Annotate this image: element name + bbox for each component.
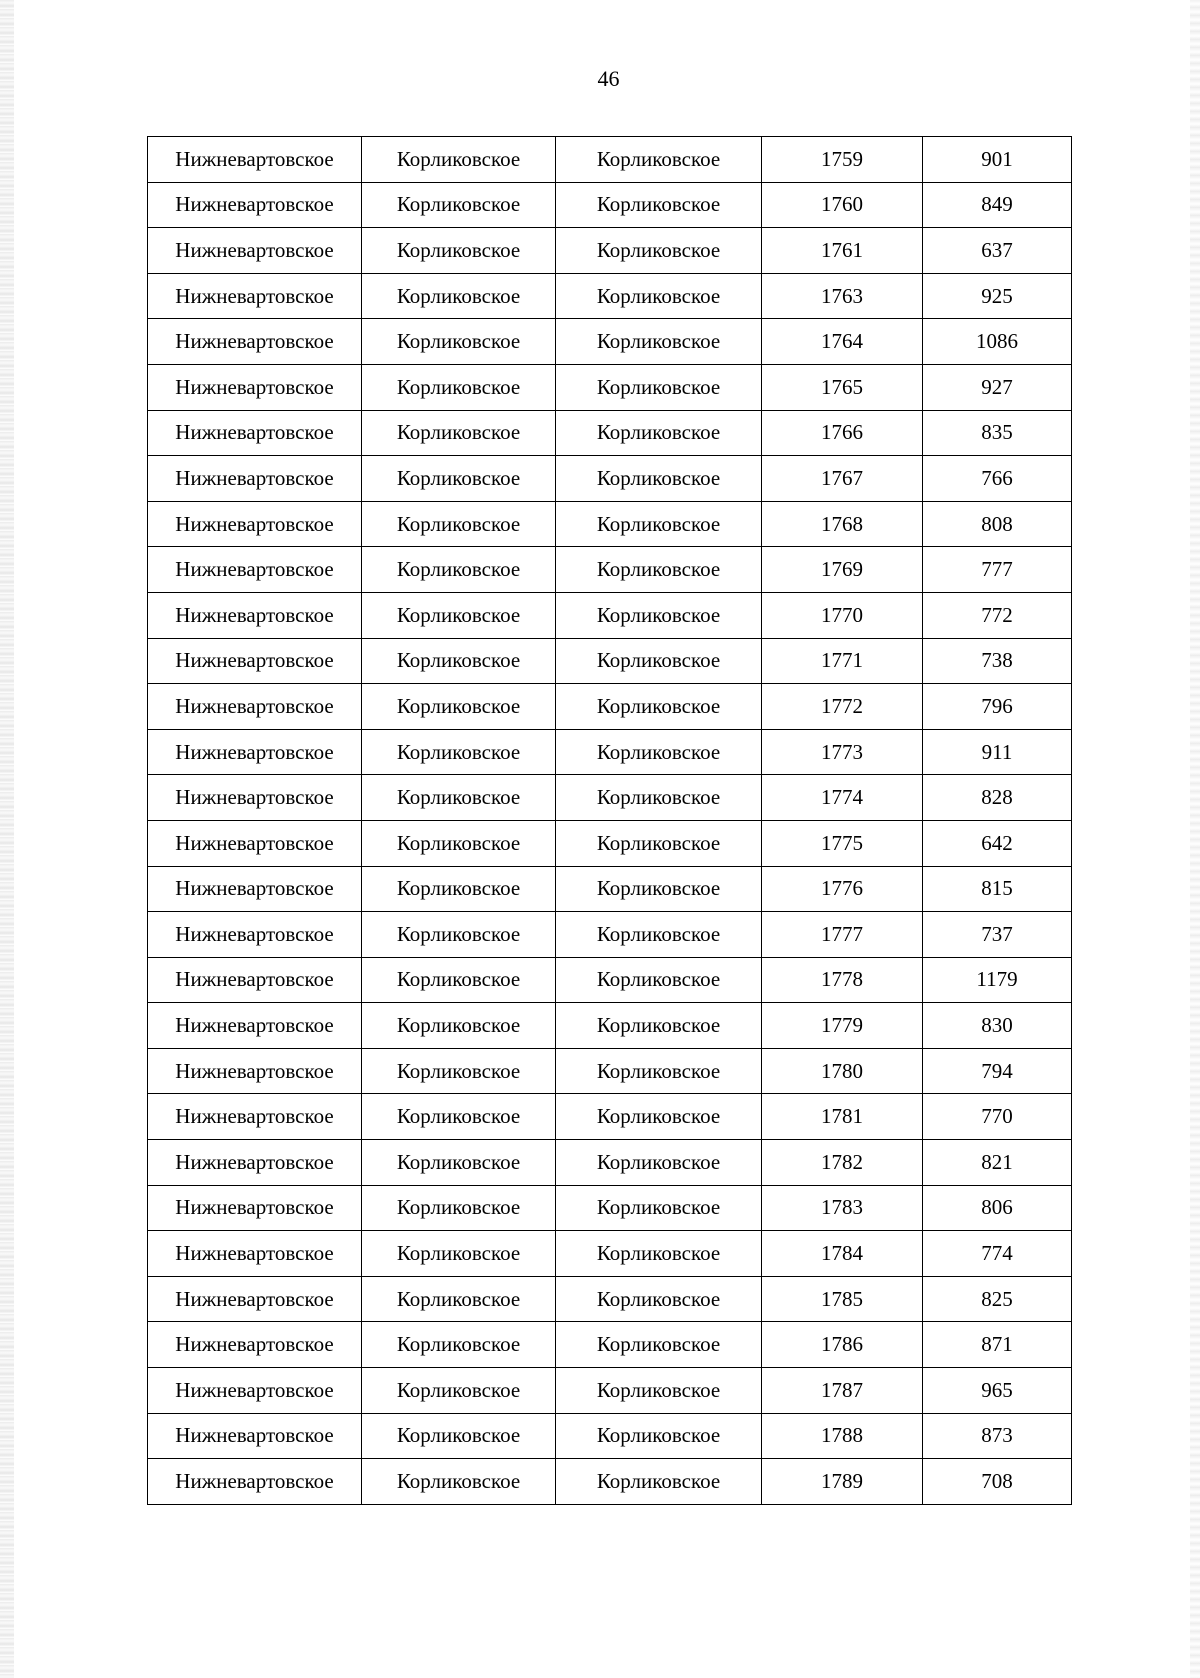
value-cell: 808: [923, 501, 1072, 547]
field-cell: Корликовское: [362, 1048, 556, 1094]
value-cell: 806: [923, 1185, 1072, 1231]
deposit-cell: Корликовское: [556, 1231, 762, 1277]
deposit-cell: Корликовское: [556, 592, 762, 638]
deposit-cell: Корликовское: [556, 1368, 762, 1414]
field-cell: Корликовское: [362, 1094, 556, 1140]
number-cell: 1766: [762, 410, 923, 456]
deposit-cell: Корликовское: [556, 1459, 762, 1505]
number-cell: 1771: [762, 638, 923, 684]
value-cell: 708: [923, 1459, 1072, 1505]
deposit-cell: Корликовское: [556, 501, 762, 547]
table-row: [148, 592, 1072, 638]
field-cell: Корликовское: [362, 866, 556, 912]
deposit-cell: Корликовское: [556, 456, 762, 502]
data-table: [147, 136, 1072, 1505]
district-cell: Нижневартовское: [148, 1231, 362, 1277]
table-row: [148, 547, 1072, 593]
number-cell: 1760: [762, 182, 923, 228]
field-cell: Корликовское: [362, 1322, 556, 1368]
district-cell: Нижневартовское: [148, 866, 362, 912]
district-cell: Нижневартовское: [148, 592, 362, 638]
value-cell: 766: [923, 456, 1072, 502]
value-cell: 738: [923, 638, 1072, 684]
scan-edge-right: [1190, 0, 1200, 1678]
number-cell: 1777: [762, 912, 923, 958]
deposit-cell: Корликовское: [556, 775, 762, 821]
district-cell: Нижневартовское: [148, 1094, 362, 1140]
table-row: [148, 1231, 1072, 1277]
value-cell: 772: [923, 592, 1072, 638]
deposit-cell: Корликовское: [556, 182, 762, 228]
deposit-cell: Корликовское: [556, 820, 762, 866]
field-cell: Корликовское: [362, 1368, 556, 1414]
number-cell: 1779: [762, 1003, 923, 1049]
table-row: [148, 273, 1072, 319]
field-cell: Корликовское: [362, 638, 556, 684]
district-cell: Нижневартовское: [148, 1459, 362, 1505]
table-row: [148, 1140, 1072, 1186]
number-cell: 1764: [762, 319, 923, 365]
district-cell: Нижневартовское: [148, 364, 362, 410]
table-row: [148, 1322, 1072, 1368]
value-cell: 815: [923, 866, 1072, 912]
number-cell: 1787: [762, 1368, 923, 1414]
value-cell: 821: [923, 1140, 1072, 1186]
table-row: [148, 501, 1072, 547]
deposit-cell: Корликовское: [556, 547, 762, 593]
deposit-cell: Корликовское: [556, 137, 762, 183]
district-cell: Нижневартовское: [148, 547, 362, 593]
number-cell: 1782: [762, 1140, 923, 1186]
district-cell: Нижневартовское: [148, 1185, 362, 1231]
district-cell: Нижневартовское: [148, 228, 362, 274]
table-row: [148, 456, 1072, 502]
deposit-cell: Корликовское: [556, 684, 762, 730]
value-cell: 901: [923, 137, 1072, 183]
value-cell: 642: [923, 820, 1072, 866]
district-cell: Нижневартовское: [148, 1140, 362, 1186]
district-cell: Нижневартовское: [148, 319, 362, 365]
field-cell: Корликовское: [362, 684, 556, 730]
number-cell: 1788: [762, 1413, 923, 1459]
district-cell: Нижневартовское: [148, 775, 362, 821]
value-cell: 925: [923, 273, 1072, 319]
district-cell: Нижневартовское: [148, 456, 362, 502]
number-cell: 1778: [762, 957, 923, 1003]
number-cell: 1781: [762, 1094, 923, 1140]
field-cell: Корликовское: [362, 957, 556, 1003]
table-row: [148, 957, 1072, 1003]
value-cell: 794: [923, 1048, 1072, 1094]
value-cell: 911: [923, 729, 1072, 775]
number-cell: 1773: [762, 729, 923, 775]
number-cell: 1789: [762, 1459, 923, 1505]
table-row: [148, 1459, 1072, 1505]
value-cell: 777: [923, 547, 1072, 593]
deposit-cell: Корликовское: [556, 410, 762, 456]
value-cell: 828: [923, 775, 1072, 821]
deposit-cell: Корликовское: [556, 638, 762, 684]
table-body: [148, 137, 1072, 1505]
value-cell: 637: [923, 228, 1072, 274]
district-cell: Нижневартовское: [148, 273, 362, 319]
table-row: [148, 912, 1072, 958]
district-cell: Нижневартовское: [148, 684, 362, 730]
deposit-cell: Корликовское: [556, 957, 762, 1003]
field-cell: Корликовское: [362, 729, 556, 775]
number-cell: 1774: [762, 775, 923, 821]
number-cell: 1772: [762, 684, 923, 730]
district-cell: Нижневартовское: [148, 638, 362, 684]
deposit-cell: Корликовское: [556, 1094, 762, 1140]
number-cell: 1783: [762, 1185, 923, 1231]
table-row: [148, 182, 1072, 228]
number-cell: 1785: [762, 1276, 923, 1322]
table-row: [148, 1185, 1072, 1231]
value-cell: 1086: [923, 319, 1072, 365]
value-cell: 965: [923, 1368, 1072, 1414]
value-cell: 830: [923, 1003, 1072, 1049]
table-row: [148, 1048, 1072, 1094]
district-cell: Нижневартовское: [148, 1276, 362, 1322]
page-number: 46: [597, 66, 620, 91]
district-cell: Нижневартовское: [148, 1368, 362, 1414]
field-cell: Корликовское: [362, 501, 556, 547]
value-cell: 825: [923, 1276, 1072, 1322]
district-cell: Нижневартовское: [148, 1048, 362, 1094]
value-cell: 835: [923, 410, 1072, 456]
value-cell: 871: [923, 1322, 1072, 1368]
number-cell: 1784: [762, 1231, 923, 1277]
field-cell: Корликовское: [362, 410, 556, 456]
number-cell: 1767: [762, 456, 923, 502]
deposit-cell: Корликовское: [556, 1185, 762, 1231]
deposit-cell: Корликовское: [556, 1003, 762, 1049]
field-cell: Корликовское: [362, 137, 556, 183]
number-cell: 1775: [762, 820, 923, 866]
deposit-cell: Корликовское: [556, 273, 762, 319]
deposit-cell: Корликовское: [556, 1276, 762, 1322]
table-row: [148, 638, 1072, 684]
district-cell: Нижневартовское: [148, 410, 362, 456]
field-cell: Корликовское: [362, 1459, 556, 1505]
field-cell: Корликовское: [362, 1003, 556, 1049]
field-cell: Корликовское: [362, 547, 556, 593]
district-cell: Нижневартовское: [148, 1322, 362, 1368]
table-row: [148, 775, 1072, 821]
deposit-cell: Корликовское: [556, 729, 762, 775]
number-cell: 1776: [762, 866, 923, 912]
field-cell: Корликовское: [362, 182, 556, 228]
value-cell: 1179: [923, 957, 1072, 1003]
field-cell: Корликовское: [362, 912, 556, 958]
field-cell: Корликовское: [362, 1140, 556, 1186]
field-cell: Корликовское: [362, 456, 556, 502]
field-cell: Корликовское: [362, 1413, 556, 1459]
field-cell: Корликовское: [362, 775, 556, 821]
number-cell: 1769: [762, 547, 923, 593]
number-cell: 1770: [762, 592, 923, 638]
number-cell: 1765: [762, 364, 923, 410]
table-row: [148, 1368, 1072, 1414]
deposit-cell: Корликовское: [556, 1140, 762, 1186]
number-cell: 1759: [762, 137, 923, 183]
table-row: [148, 1413, 1072, 1459]
table-row: [148, 319, 1072, 365]
table-row: [148, 1003, 1072, 1049]
district-cell: Нижневартовское: [148, 957, 362, 1003]
table-row: [148, 866, 1072, 912]
district-cell: Нижневартовское: [148, 182, 362, 228]
number-cell: 1786: [762, 1322, 923, 1368]
field-cell: Корликовское: [362, 820, 556, 866]
value-cell: 927: [923, 364, 1072, 410]
value-cell: 770: [923, 1094, 1072, 1140]
district-cell: Нижневартовское: [148, 137, 362, 183]
district-cell: Нижневартовское: [148, 729, 362, 775]
table-row: [148, 729, 1072, 775]
value-cell: 849: [923, 182, 1072, 228]
table-row: [148, 410, 1072, 456]
district-cell: Нижневартовское: [148, 912, 362, 958]
table-row: [148, 1276, 1072, 1322]
district-cell: Нижневартовское: [148, 501, 362, 547]
table-row: [148, 1094, 1072, 1140]
field-cell: Корликовское: [362, 228, 556, 274]
number-cell: 1763: [762, 273, 923, 319]
table-row: [148, 364, 1072, 410]
number-cell: 1761: [762, 228, 923, 274]
value-cell: 796: [923, 684, 1072, 730]
deposit-cell: Корликовское: [556, 319, 762, 365]
deposit-cell: Корликовское: [556, 1048, 762, 1094]
field-cell: Корликовское: [362, 364, 556, 410]
number-cell: 1780: [762, 1048, 923, 1094]
deposit-cell: Корликовское: [556, 912, 762, 958]
value-cell: 774: [923, 1231, 1072, 1277]
field-cell: Корликовское: [362, 592, 556, 638]
field-cell: Корликовское: [362, 319, 556, 365]
field-cell: Корликовское: [362, 1231, 556, 1277]
deposit-cell: Корликовское: [556, 228, 762, 274]
deposit-cell: Корликовское: [556, 866, 762, 912]
table-row: [148, 820, 1072, 866]
table-row: [148, 228, 1072, 274]
district-cell: Нижневартовское: [148, 820, 362, 866]
field-cell: Корликовское: [362, 1276, 556, 1322]
number-cell: 1768: [762, 501, 923, 547]
field-cell: Корликовское: [362, 1185, 556, 1231]
value-cell: 737: [923, 912, 1072, 958]
district-cell: Нижневартовское: [148, 1413, 362, 1459]
deposit-cell: Корликовское: [556, 1413, 762, 1459]
deposit-cell: Корликовское: [556, 1322, 762, 1368]
deposit-cell: Корликовское: [556, 364, 762, 410]
table-row: [148, 137, 1072, 183]
table-row: [148, 684, 1072, 730]
field-cell: Корликовское: [362, 273, 556, 319]
value-cell: 873: [923, 1413, 1072, 1459]
scan-edge-left: [0, 0, 14, 1678]
district-cell: Нижневартовское: [148, 1003, 362, 1049]
